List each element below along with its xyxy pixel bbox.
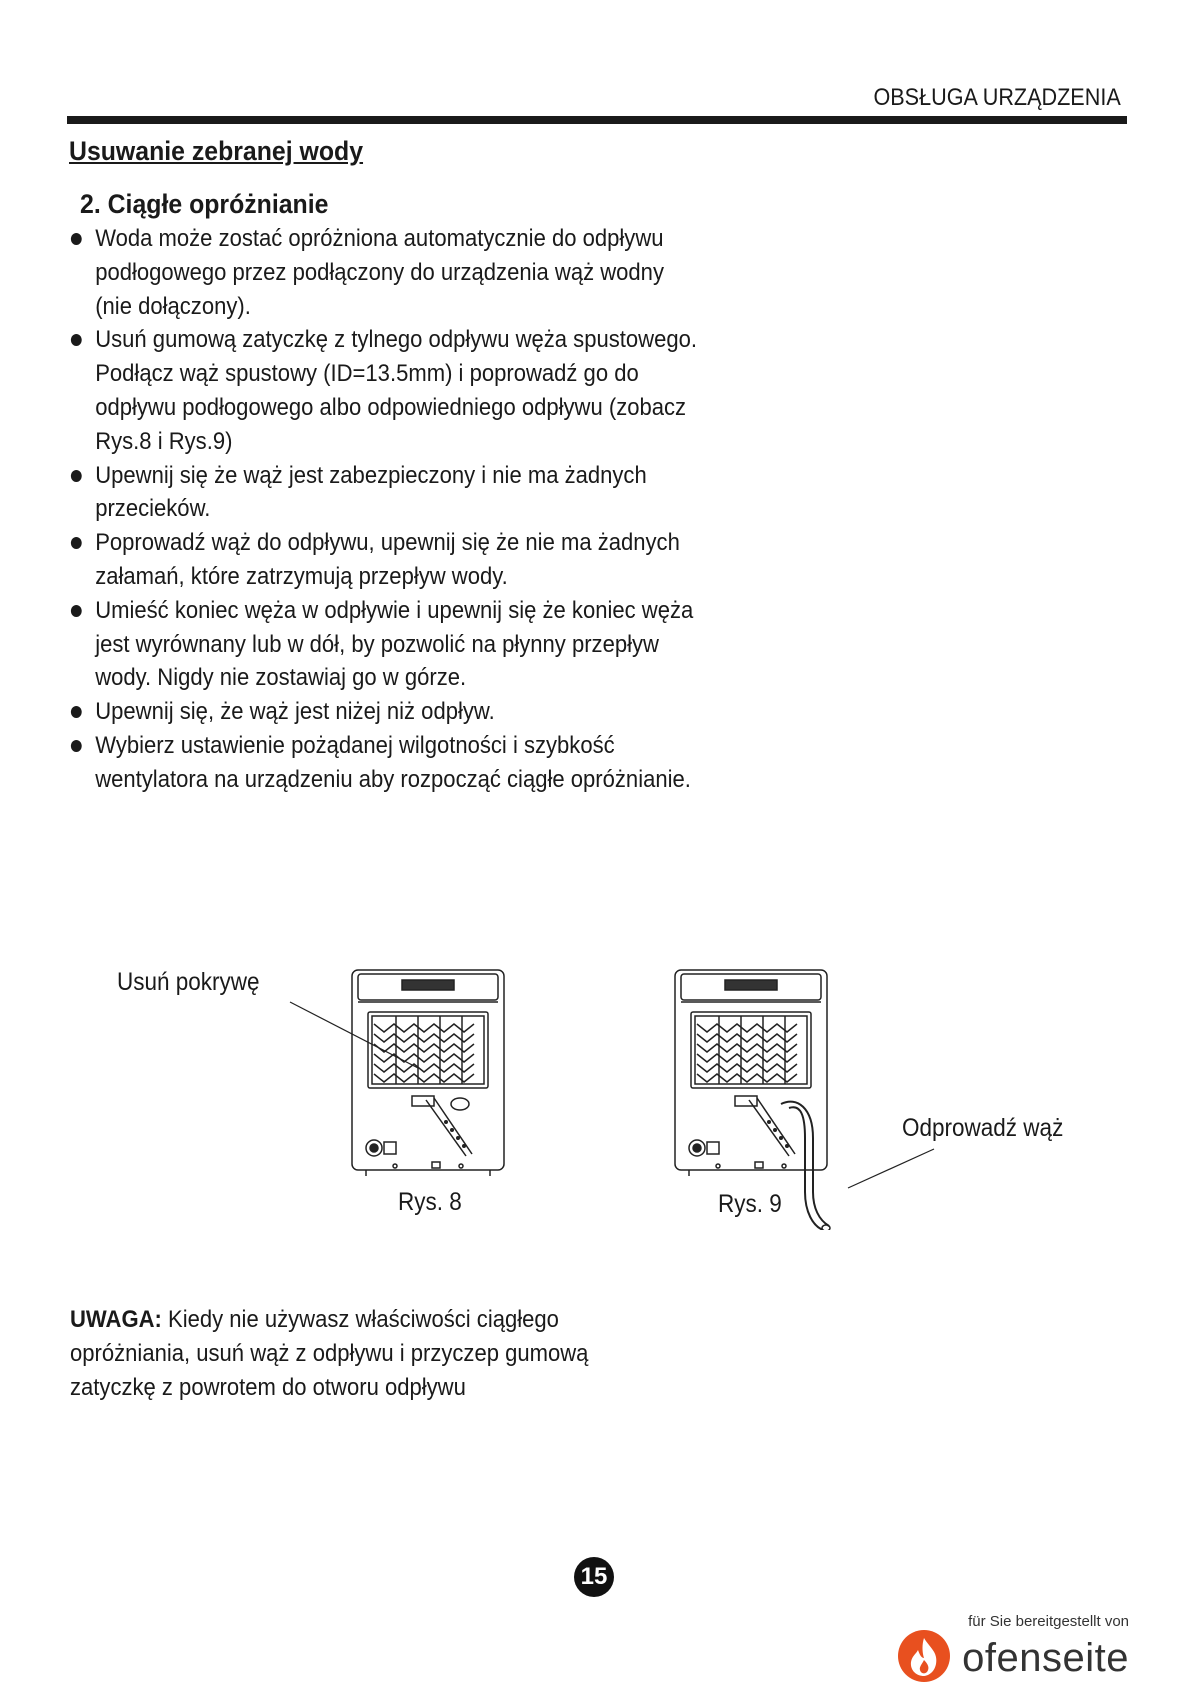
note-line: opróżniania, usuń wąż z odpływu i przyczep gumową (70, 1339, 589, 1367)
list-item-line: Upewnij się, że wąż jest niżej niż odpływ. (95, 698, 495, 726)
list-item-line: Rys.8 i Rys.9) (95, 427, 233, 455)
fig9-callout: Odprowadź wąż (902, 1114, 1064, 1142)
note (70, 1303, 628, 1404)
list-item-line: Podłącz wąż spustowy (ID=13.5mm) i poprowadź go do (95, 360, 639, 388)
list-item-line: (nie dołączony). (95, 292, 251, 320)
list-item-line: Woda może zostać opróżniona automatycznie do odpływu (95, 225, 664, 252)
section-title: Usuwanie zebranej wody (69, 136, 364, 166)
list-item-line: Wybierz ustawienie pożądanej wilgotności i szybkość (95, 731, 615, 759)
subsection-title: 2. Ciągłe opróżnianie (80, 189, 329, 219)
list-item-line: Upewnij się że wąż jest zabezpieczony i nie ma żadnych (95, 461, 647, 489)
list-item-line: wentylatora na urządzeniu aby rozpocząć ciągłe opróżnianie. (95, 765, 691, 793)
list-item-line: Poprowadź wąż do odpływu, upewnij się że nie ma żadnych (95, 529, 680, 557)
list-item-line: Umieść koniec węża w odpływie i upewnij się że koniec węża (95, 596, 694, 624)
fig9-caption: Rys. 9 (718, 1190, 782, 1218)
list-item-line: jest wyrównany lub w dół, by pozwolić na płynny przepływ (95, 630, 659, 658)
list-item-line: załamań, które zatrzymują przepływ wody. (95, 562, 508, 590)
fig9-leader-line (848, 1149, 934, 1188)
flame-logo-icon (896, 1628, 952, 1684)
list-item-line: Usuń gumową zatyczkę z tylnego odpływu węża spustowego. (95, 326, 697, 354)
list-item-line: odpływu podłogowego albo odpowiedniego odpływu (zobacz (95, 393, 687, 421)
note-line: zatyczkę z powrotem do otworu odpływu (70, 1373, 466, 1401)
list-item-line: przecieków. (95, 495, 211, 523)
fig8-callout: Usuń pokrywę (117, 968, 260, 996)
fig8-caption: Rys. 8 (398, 1188, 462, 1216)
list-item-line: wody. Nigdy nie zostawiaj go w górze. (95, 664, 467, 692)
header-label: OBSŁUGA URZĄDZENIA (873, 84, 1121, 111)
note-line: Kiedy nie używasz właściwości ciągłego (168, 1306, 559, 1333)
fig8-leader-line (290, 1002, 418, 1068)
note-label: UWAGA: (70, 1306, 162, 1333)
brand-caption: für Sie bereitgestellt von (968, 1613, 1129, 1630)
page-number: 15 (574, 1557, 614, 1597)
brand-name: ofenseite (962, 1636, 1129, 1680)
list-item-line: podłogowego przez podłączony do urządzenia wąż wodny (95, 258, 664, 286)
